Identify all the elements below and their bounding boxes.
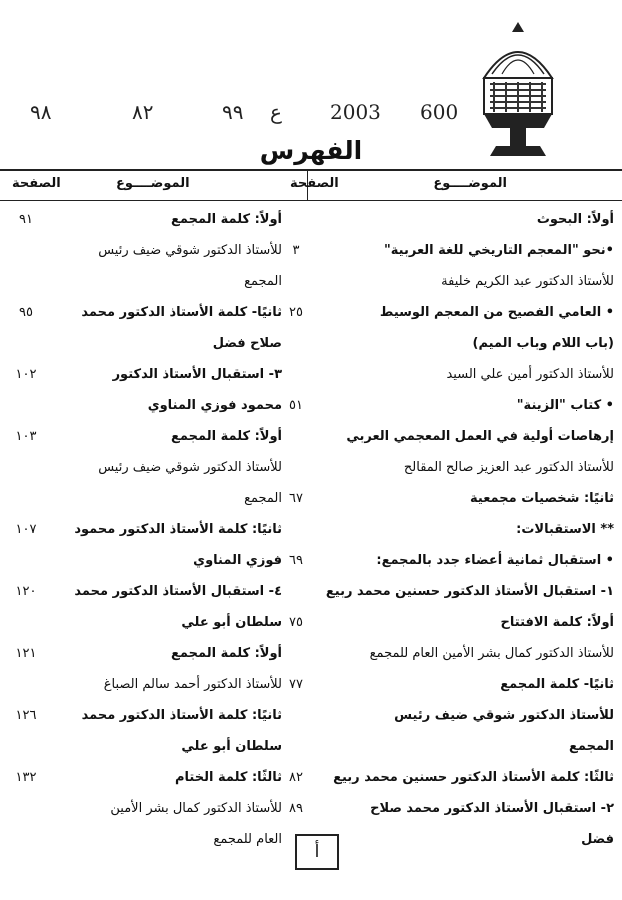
toc-entry <box>62 612 282 633</box>
toc-entry-text: للأستاذ الدكتور عبد العزيز صالح المقالح <box>403 460 614 475</box>
toc-entry-text: للأستاذ الدكتور شوقي ضيف رئيس <box>98 460 282 475</box>
toc-page-number: ٨٩ <box>289 801 303 816</box>
toc-page-number: ٨٢ <box>289 770 303 785</box>
toc-page-number: ٣ <box>292 243 300 258</box>
left-column <box>15 209 282 860</box>
header-bottom-rule <box>0 200 622 201</box>
toc-entry <box>314 519 614 540</box>
toc-page-number: ٢٥ <box>289 305 303 320</box>
toc-entry-text: أولاً: كلمة الافتتاح <box>500 615 614 630</box>
handwritten-mark-2: ٨٢ <box>132 100 154 124</box>
toc-entry <box>62 798 282 819</box>
toc-entry <box>15 426 282 447</box>
toc-entry-text: • العامي الفصيح من المعجم الوسيط <box>379 305 614 320</box>
toc-page-number: ٩١ <box>19 212 33 227</box>
header-page-left: الصفحة <box>12 176 61 191</box>
toc-entry-text: ** الاستقبالات: <box>516 522 614 537</box>
page-title: الفهرس <box>259 136 363 165</box>
handwritten-mark-3: ٩٩ <box>222 100 244 124</box>
toc-entry <box>15 705 282 726</box>
toc-page-number: ١٢٦ <box>15 708 37 723</box>
handwritten-mark-5: 2003 <box>330 100 381 124</box>
toc-entry <box>314 457 614 478</box>
toc-entry-text: ثانيًا- كلمة الأستاذ الدكتور محمد <box>81 305 282 320</box>
toc-entry <box>62 736 282 757</box>
toc-entry <box>314 581 614 602</box>
toc-entry-text: •نحو "المعجم التاريخي للغة العربية" <box>384 243 614 258</box>
header-topic-right: الموضــــوع <box>433 176 507 191</box>
toc-entry-text: للأستاذ الدكتور كمال بشر الأمين العام للمجمع <box>369 646 614 661</box>
toc-page-number: ٩٥ <box>19 305 33 320</box>
toc-entry <box>314 271 614 292</box>
toc-entry-text: إرهاصات أولية في العمل المعجمي العربي <box>346 429 614 444</box>
toc-entry-text: • استقبال ثمانية أعضاء جدد بالمجمع: <box>376 553 614 568</box>
toc-entry-text: سلطان أبو علي <box>181 739 282 754</box>
handwritten-mark-6: 600 <box>420 100 459 124</box>
toc-entry-text: أولاً: كلمة المجمع <box>171 212 282 227</box>
toc-entry-text: العام للمجمع <box>213 832 282 847</box>
toc-entry-text: المجمع <box>568 739 614 754</box>
toc-entry <box>15 643 282 664</box>
toc-entry <box>62 550 282 571</box>
handwritten-mark-1: ٩٨ <box>30 100 52 124</box>
toc-entry <box>292 240 614 261</box>
toc-entry-text: ثانيًا: شخصيات مجمعية <box>470 491 614 506</box>
toc-page-number: ١٣٢ <box>15 770 37 785</box>
header-page-right: الصفحة <box>290 176 339 191</box>
toc-entry-text: ١- استقبال الأستاذ الدكتور حسنين محمد ربيع <box>325 584 614 599</box>
toc-entry <box>314 643 614 664</box>
toc-entry <box>289 302 614 323</box>
toc-entry <box>19 302 282 323</box>
toc-entry-text: ٢- استقبال الأستاذ الدكتور محمد صلاح <box>370 801 614 816</box>
toc-entry-text: للأستاذ الدكتور شوقي ضيف رئيس <box>98 243 282 258</box>
toc-entry-text: ثانيًا- كلمة المجمع <box>500 677 614 692</box>
toc-entry <box>289 674 614 695</box>
toc-entry <box>314 736 614 757</box>
toc-entry <box>15 364 282 385</box>
toc-entry <box>62 271 282 292</box>
toc-page-number: ١٠٢ <box>15 367 37 382</box>
toc-entry <box>314 333 614 354</box>
page-number-box <box>295 834 339 870</box>
toc-entry <box>289 395 614 416</box>
toc-entry-text: للأستاذ الدكتور أحمد سالم الصباغ <box>103 677 282 692</box>
handwritten-mark-4: ع <box>270 100 282 124</box>
toc-entry <box>289 798 614 819</box>
toc-entry <box>314 426 614 447</box>
toc-page-number: ١٠٣ <box>15 429 37 444</box>
toc-entry-text: أولاً: كلمة المجمع <box>171 429 282 444</box>
toc-entry-text: المجمع <box>244 274 282 289</box>
toc-entry-text: محمود فوزي المناوي <box>147 398 282 413</box>
toc-page-number: ٦٩ <box>289 553 303 568</box>
toc-entry-text: ثانيًا: كلمة الأستاذ الدكتور محمود <box>74 522 282 537</box>
toc-page-number: ٧٧ <box>289 677 303 692</box>
toc-entry <box>62 457 282 478</box>
toc-entry-text: أولاً: البحوث <box>536 212 614 227</box>
toc-entry <box>314 364 614 385</box>
toc-entry-text: أولاً: كلمة المجمع <box>171 646 282 661</box>
toc-entry <box>314 705 614 726</box>
toc-entry <box>62 395 282 416</box>
toc-entry <box>314 209 614 230</box>
header-top-rule <box>0 169 622 171</box>
toc-entry <box>62 488 282 509</box>
toc-page-number: ١٢١ <box>15 646 37 661</box>
toc-entry-text: للأستاذ الدكتور كمال بشر الأمين <box>110 801 282 816</box>
toc-entry-text: للأستاذ الدكتور أمين علي السيد <box>446 367 614 382</box>
toc-entry <box>289 488 614 509</box>
toc-entry-text: ثالثًا: كلمة الأستاذ الدكتور حسنين محمد ربيع <box>333 770 614 785</box>
toc-page-number: ١٢٠ <box>15 584 37 599</box>
toc-entry-text: ٣- استقبال الأستاذ الدكتور <box>112 367 282 382</box>
toc-page-number: ١٠٧ <box>15 522 37 537</box>
toc-entry <box>62 829 282 850</box>
toc-entry-text: فضل <box>581 832 614 847</box>
toc-page-number: ٥١ <box>289 398 303 413</box>
toc-entry-text: ثانيًا: كلمة الأستاذ الدكتور محمد <box>81 708 282 723</box>
toc-page-number: ٧٥ <box>289 615 303 630</box>
toc-entry <box>62 240 282 261</box>
toc-entry-text: صلاح فضل <box>212 336 282 351</box>
toc-entry-text: للأستاذ الدكتور عبد الكريم خليفة <box>441 274 614 289</box>
toc-entry <box>19 209 282 230</box>
toc-entry-text: ثالثًا: كلمة الختام <box>175 770 282 785</box>
toc-entry <box>289 550 614 571</box>
toc-entry-text: (باب اللام وباب الميم) <box>472 336 614 351</box>
page-number: أ <box>314 842 320 862</box>
toc-entry <box>15 581 282 602</box>
toc-entry-text: للأستاذ الدكتور شوقي ضيف رئيس <box>394 708 614 723</box>
toc-entry-text: فوزي المناوي <box>193 553 282 568</box>
right-column <box>289 209 614 860</box>
toc-entry-text: المجمع <box>244 491 282 506</box>
toc-entry <box>289 767 614 788</box>
toc-page-number: ٦٧ <box>289 491 303 506</box>
toc-entry <box>62 674 282 695</box>
toc-entry <box>289 612 614 633</box>
toc-entry <box>62 333 282 354</box>
toc-entry <box>314 829 614 850</box>
toc-entry-text: سلطان أبو علي <box>181 615 282 630</box>
header-topic-left: الموضــــوع <box>116 176 190 191</box>
toc-entry <box>15 519 282 540</box>
toc-entry-text: ٤- استقبال الأستاذ الدكتور محمد <box>74 584 282 599</box>
toc-entry-text: • كتاب "الزينة" <box>516 398 614 413</box>
toc-entry <box>15 767 282 788</box>
